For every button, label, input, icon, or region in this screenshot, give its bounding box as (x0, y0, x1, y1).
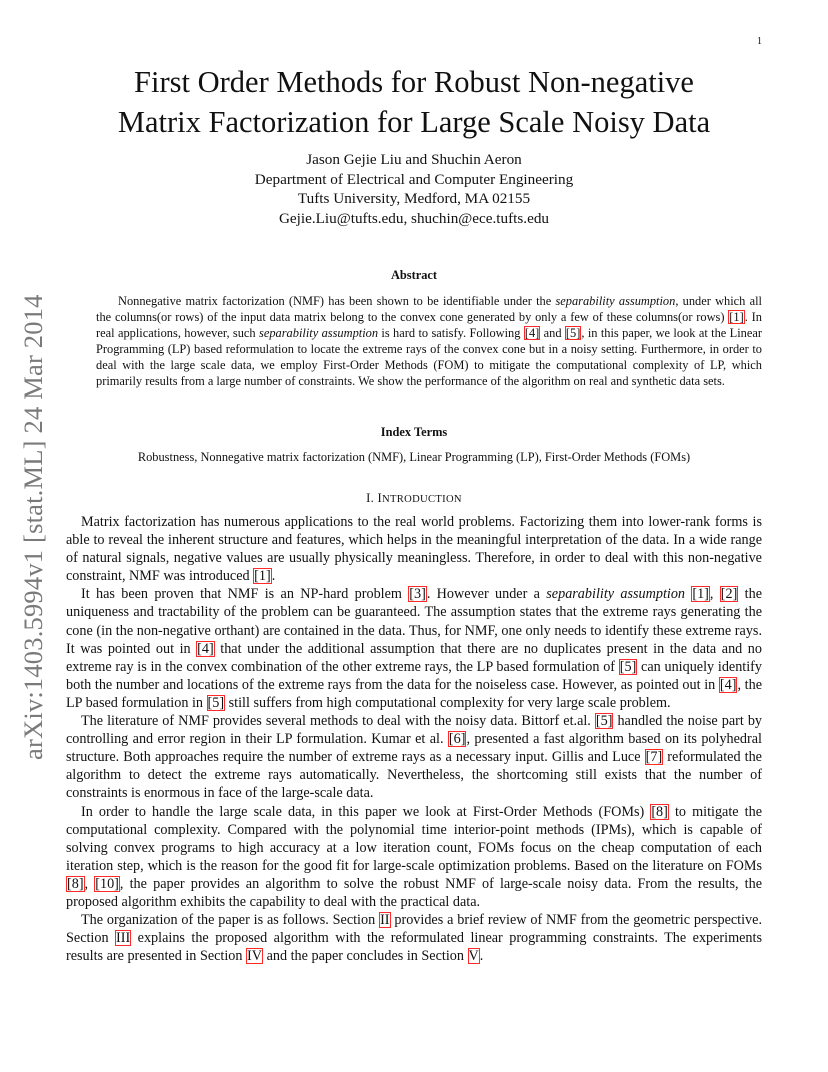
index-terms-heading: Index Terms (380, 425, 448, 439)
index-terms-text: Robustness, Nonnegative matrix factorization (NMF), Linear Programming (LP), First-Order Methods (FOMs) (137, 450, 691, 464)
section-link[interactable]: III (116, 930, 131, 947)
abstract-heading: Abstract (390, 268, 438, 282)
author-department: Department of Electrical and Computer Engineering (254, 170, 574, 188)
citation-link[interactable]: [8] (67, 875, 84, 892)
section-link[interactable]: II (380, 912, 390, 929)
citation-link[interactable]: [6] (448, 731, 466, 748)
section-link[interactable]: IV (247, 948, 263, 965)
citation-link[interactable]: [1] (254, 568, 271, 585)
page-number: 1 (757, 36, 762, 47)
citation-link[interactable]: [4] (719, 676, 737, 693)
author-block (66, 150, 762, 228)
section-link[interactable]: V (468, 948, 479, 965)
citation-link[interactable]: [10] (95, 875, 119, 892)
body-paragraph: The literature of NMF provides several methods to deal with the noisy data. Bittorf et.al. [5] handled the noise part by controlling and error region in their LP formulation. Kumar et al. [6], presented a fast algorithm based on its polyhedral structure. Both approaches require the number of extreme rays as a necessary input. Gillis and Luce [7] reformulated the algorithm to detect the extreme rays automatically. Nevertheless, the shortcoming still exists that the number of constraints is enormous in face of the large-scale data. (66, 713, 763, 802)
section-heading: I. INTRODUCTION (366, 491, 462, 505)
title-line: First Order Methods for Robust Non-negative (134, 65, 694, 99)
author-names: Jason Gejie Liu and Shuchin Aeron (306, 151, 522, 168)
citation-link[interactable]: [7] (645, 749, 663, 766)
citation-link[interactable]: [4] (197, 640, 214, 657)
citation-link[interactable]: [5] (565, 326, 581, 341)
title-line: Matrix Factorization for Large Scale Noisy Data (117, 105, 711, 139)
citation-link[interactable]: [5] (595, 713, 613, 730)
citation-link[interactable]: [1] (729, 310, 744, 325)
citation-link[interactable]: [2] (720, 586, 738, 603)
citation-link[interactable]: [3] (409, 586, 426, 603)
author-university: Tufts University, Medford, MA 02155 (297, 190, 531, 207)
citation-link[interactable]: [8] (651, 803, 668, 820)
citation-link[interactable]: [1] (692, 586, 709, 603)
abstract-paragraph: Nonnegative matrix factorization (NMF) has been shown to be identifiable under the separability assumption, under which all the columns(or rows) of the input data matrix belong to the convex cone generated by only a few of these columns(or rows) [1]. In real applications, however, such separability assumption is hard to satisfy. Following [4] and [5], in this paper, we look at the Linear Programming (LP) based reformulation to locate the extreme rays of the convex cone but in a noisy setting. Furthermore, in order to deal with the large scale data, we employ First-Order Methods (FOM) to mitigate the computational complexity of LP, which primarily results from a large number of constraints. We show the performance of the algorithm on real and synthetic data sets. (96, 294, 762, 389)
citation-link[interactable]: [5] (619, 658, 637, 675)
body-paragraph: It has been proven that NMF is an NP-hard problem [3]. However under a separability assumption [1], [2] the uniqueness and tractability of the problem can be guaranteed. The assumption states that the extreme rays generating the cone (in the non-negative orthant) are contained in the data. Thus, for NMF, one only needs to identify these extreme rays. It was pointed out in [4] that under the additional assumption that there are no duplicates present in the data and no extreme ray is in the convex combination of the other extreme rays, the LP based formulation of [5] can uniquely identify both the number and locations of the extreme rays from the data for the noiseless case. However, as pointed out in [4], the LP based formulation in [5] still suffers from high computational complexity for very large scale problem. (66, 586, 762, 711)
section-body (66, 513, 762, 965)
paper-title (66, 62, 762, 142)
citation-link[interactable]: [5] (207, 694, 225, 711)
body-paragraph: Matrix factorization has numerous applications to the real world problems. Factorizing them into lower-rank forms is able to reveal the inherent structure and features, which helps in the meaningful interpretation of the data. In a wide range of natural signals, negative values are usually physically meaningless. Therefore, in order to deal with this non-negative constraint, NMF was introduced [1]. (66, 514, 762, 585)
arxiv-identifier: arXiv:1403.5994v1 [stat.ML] 24 Mar 2014 (18, 294, 48, 760)
body-paragraph: In order to handle the large scale data, in this paper we look at First-Order Methods (FOMs) [8] to mitigate the computational complexity. Compared with the polynomial time interior-point methods (IPMs), which is capable of solving convex programs to high accuracy at a low iteration count, FOMs focus on the cheap computation of each iteration step, which is the reason for the good fit for large-scale optimization problems. Based on the literature on FOMs [8], [10], the paper provides an algorithm to solve the robust NMF of large-scale noisy data. From the results, the proposed algorithm exhibits the capability to deal with the practical data. (66, 803, 763, 910)
abstract-body (96, 293, 762, 390)
body-paragraph: The organization of the paper is as follows. Section II provides a brief review of NMF from the geometric perspective. Section III explains the proposed algorithm with the reformulated linear programming constraints. The experiments results are presented in Section IV and the paper concludes in Section V. (66, 912, 762, 965)
author-emails: Gejie.Liu@tufts.edu, shuchin@ece.tufts.edu (278, 209, 550, 227)
citation-link[interactable]: [4] (524, 326, 540, 341)
